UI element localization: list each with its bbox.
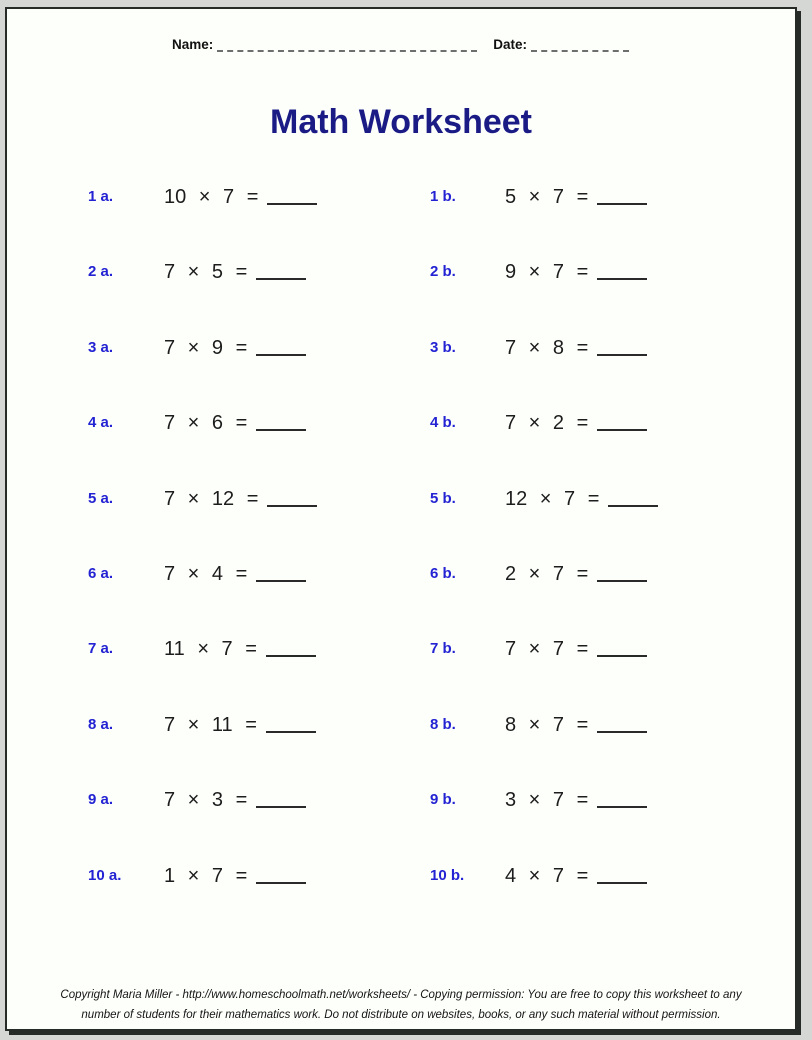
name-blank-line xyxy=(217,37,477,52)
problem-expression: 7 × 8 = xyxy=(505,336,589,359)
copyright-footer xyxy=(7,985,795,1025)
problem-row xyxy=(7,553,795,628)
problem-label: 10 b. xyxy=(430,866,465,884)
answer-blank xyxy=(256,340,306,356)
answer-blank xyxy=(597,264,647,280)
answer-blank xyxy=(597,717,647,733)
answer-blank xyxy=(266,717,316,733)
problem-label: 9 a. xyxy=(88,791,114,809)
problem-label: 2 b. xyxy=(430,263,456,281)
problem-expression: 7 × 3 = xyxy=(164,789,248,812)
problem-line xyxy=(164,336,306,360)
problem-line xyxy=(164,788,306,812)
problem-label: 9 b. xyxy=(430,791,456,809)
problem-label: 2 a. xyxy=(88,263,114,281)
worksheet-title: Math Worksheet xyxy=(270,103,532,141)
problem-line xyxy=(505,637,647,661)
answer-blank xyxy=(597,189,647,205)
problem-line xyxy=(505,864,647,888)
problem-expression: 12 × 7 = xyxy=(505,487,600,510)
problem-label: 10 a. xyxy=(88,866,122,884)
problem-label: 3 a. xyxy=(88,338,114,356)
problem-line xyxy=(164,864,306,888)
problem-expression: 8 × 7 = xyxy=(505,713,589,736)
date-blank-line xyxy=(531,37,629,52)
problem-label: 5 a. xyxy=(88,489,114,507)
answer-blank xyxy=(256,868,306,884)
problem-row xyxy=(7,251,795,326)
problem-label: 1 b. xyxy=(430,188,456,205)
problem-row xyxy=(7,478,795,553)
problem-line xyxy=(164,637,316,661)
problem-line xyxy=(505,260,647,284)
problem-row xyxy=(7,176,795,251)
problem-line xyxy=(164,185,317,209)
problem-expression: 5 × 7 = xyxy=(505,186,589,208)
problem-expression: 7 × 12 = xyxy=(164,487,259,510)
answer-blank xyxy=(597,641,647,657)
problem-label: 3 b. xyxy=(430,338,456,356)
problem-row xyxy=(7,855,795,930)
problem-expression: 1 × 7 = xyxy=(164,864,248,887)
problem-label: 7 a. xyxy=(88,640,114,658)
problem-line xyxy=(505,336,647,360)
problem-line xyxy=(505,713,647,737)
problem-label: 4 b. xyxy=(430,414,456,432)
problem-expression: 7 × 11 = xyxy=(164,713,257,736)
problem-label: 8 a. xyxy=(88,715,114,733)
problem-label: 7 b. xyxy=(430,640,456,658)
problem-line xyxy=(164,260,306,284)
problem-line xyxy=(505,788,647,812)
problem-expression: 10 × 7 = xyxy=(164,186,259,208)
answer-blank xyxy=(256,264,306,280)
problem-expression: 7 × 2 = xyxy=(505,412,589,435)
worksheet-page xyxy=(5,7,797,1031)
problem-expression: 9 × 7 = xyxy=(505,261,589,284)
answer-blank xyxy=(266,641,316,657)
copyright-line-2: number of students for their mathematics work. Do not distribute on websites, books, or any such material without permission. xyxy=(81,1009,721,1021)
problem-expression: 3 × 7 = xyxy=(505,789,589,812)
problem-label: 8 b. xyxy=(430,715,456,733)
answer-blank xyxy=(256,792,306,808)
answer-blank xyxy=(267,189,317,205)
name-label: Name: xyxy=(172,37,214,52)
answer-blank xyxy=(597,868,647,884)
problem-line xyxy=(505,185,647,209)
problem-row xyxy=(7,628,795,703)
problem-label: 6 a. xyxy=(88,564,114,582)
date-label: Date: xyxy=(493,37,528,52)
problem-row xyxy=(7,402,795,477)
problem-expression: 7 × 4 = xyxy=(164,562,248,585)
problem-line xyxy=(505,411,647,435)
problem-expression: 2 × 7 = xyxy=(505,562,589,585)
answer-blank xyxy=(597,792,647,808)
problem-label: 6 b. xyxy=(430,564,456,582)
problem-line xyxy=(164,562,306,586)
answer-blank xyxy=(597,566,647,582)
problem-expression: 4 × 7 = xyxy=(505,864,589,887)
problem-expression: 7 × 5 = xyxy=(164,261,248,284)
problem-line xyxy=(505,562,647,586)
problem-row xyxy=(7,779,795,854)
problem-list xyxy=(7,176,795,930)
problem-row xyxy=(7,704,795,779)
problem-label: 1 a. xyxy=(88,188,114,205)
answer-blank xyxy=(597,340,647,356)
problem-row xyxy=(7,327,795,402)
problem-expression: 7 × 7 = xyxy=(505,638,589,661)
problem-label: 5 b. xyxy=(430,489,456,507)
answer-blank xyxy=(256,566,306,582)
problem-line xyxy=(164,713,316,737)
problem-expression: 7 × 6 = xyxy=(164,412,248,435)
problem-label: 4 a. xyxy=(88,414,114,432)
problem-line xyxy=(164,487,317,511)
problem-line xyxy=(505,487,658,511)
answer-blank xyxy=(256,415,306,431)
problem-expression: 7 × 9 = xyxy=(164,336,248,359)
copyright-line-1: Copyright Maria Miller - http://www.homeschoolmath.net/worksheets/ - Copying permission: You are free to copy this worksheet to any xyxy=(60,989,742,1001)
answer-blank xyxy=(267,491,317,507)
answer-blank xyxy=(608,491,658,507)
problem-expression: 11 × 7 = xyxy=(164,638,257,661)
problem-line xyxy=(164,411,306,435)
header-fields xyxy=(172,37,629,52)
answer-blank xyxy=(597,415,647,431)
